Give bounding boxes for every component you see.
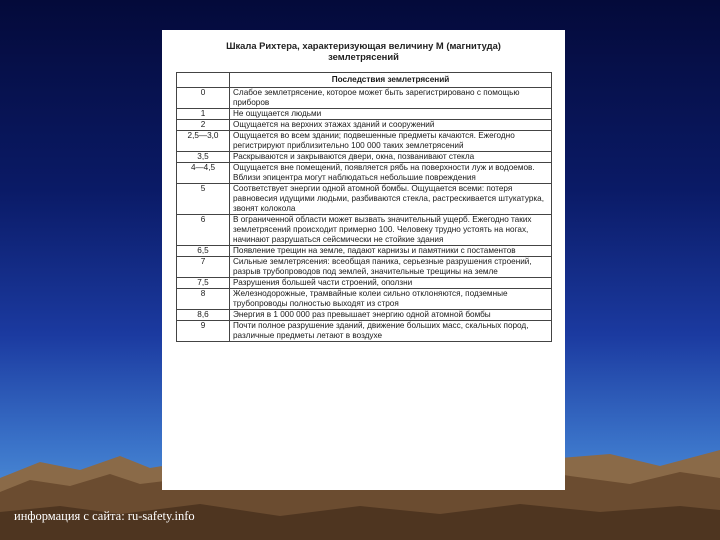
header-magnitude (177, 73, 230, 88)
effect-cell: Почти полное разрушение зданий, движение больших масс, скальных пород, различные предметы летают в воздухе (230, 321, 552, 342)
magnitude-cell: 7 (177, 257, 230, 278)
effect-cell: Железнодорожные, трамвайные колеи сильно отклоняются, подземные трубопроводы полностью выходят из строя (230, 289, 552, 310)
table-row (177, 278, 552, 289)
document-title (174, 40, 553, 62)
table-row (177, 88, 552, 109)
document-page (162, 30, 565, 490)
title-line-2: землетрясений (328, 51, 399, 62)
magnitude-cell: 2,5—3,0 (177, 131, 230, 152)
magnitude-cell: 6 (177, 215, 230, 246)
magnitude-cell: 1 (177, 109, 230, 120)
effect-cell: Разрушения большей части строений, оползни (230, 278, 552, 289)
magnitude-cell: 2 (177, 120, 230, 131)
effect-cell: Ощущается вне помещений, появляется рябь на поверхности луж и водоемов. Вблизи эпицентра могут наблюдаться небольшие повреждения (230, 163, 552, 184)
magnitude-cell: 6,5 (177, 246, 230, 257)
table-row (177, 246, 552, 257)
effect-cell: Ощущается на верхних этажах зданий и сооружений (230, 120, 552, 131)
title-line-1: Шкала Рихтера, характеризующая величину М (магнитуда) (226, 40, 501, 51)
table-row (177, 109, 552, 120)
effect-cell: Не ощущается людьми (230, 109, 552, 120)
magnitude-cell: 8 (177, 289, 230, 310)
table-row (177, 184, 552, 215)
magnitude-cell: 7,5 (177, 278, 230, 289)
table-body (177, 88, 552, 342)
magnitude-cell: 8,6 (177, 310, 230, 321)
table-row (177, 131, 552, 152)
magnitude-cell: 5 (177, 184, 230, 215)
effect-cell: Ощущается во всем здании; подвешенные предметы качаются. Ежегодно регистрируют приблизительно 100 000 таких землетрясений (230, 131, 552, 152)
table-header-row (177, 73, 552, 88)
magnitude-cell: 4—4,5 (177, 163, 230, 184)
header-effects: Последствия землетрясений (230, 73, 552, 88)
table-row (177, 120, 552, 131)
source-caption: информация с сайта: ru-safety.info (14, 509, 195, 523)
table-row (177, 163, 552, 184)
effect-cell: Сильные землетрясения: всеобщая паника, серьезные разрушения строений, разрыв трубопроводов под землей, значительные трещины на земле (230, 257, 552, 278)
magnitude-cell: 9 (177, 321, 230, 342)
table-row (177, 257, 552, 278)
magnitude-cell: 0 (177, 88, 230, 109)
effect-cell: Энергия в 1 000 000 раз превышает энергию одной атомной бомбы (230, 310, 552, 321)
table-row (177, 321, 552, 342)
richter-scale-table (176, 72, 552, 342)
effect-cell: Раскрываются и закрываются двери, окна, позванивают стекла (230, 152, 552, 163)
table-row (177, 310, 552, 321)
table-row (177, 289, 552, 310)
effect-cell: В ограниченной области может вызвать значительный ущерб. Ежегодно таких землетрясений происходит примерно 100. Человеку трудно устоять на ногах, начинают разрушаться сейсмически не стойкие здания (230, 215, 552, 246)
magnitude-cell: 3,5 (177, 152, 230, 163)
effect-cell: Появление трещин на земле, падают карнизы и памятники с постаментов (230, 246, 552, 257)
effect-cell: Соответствует энергии одной атомной бомбы. Ощущается всеми: потеря равновесия идущими людьми, разбиваются стекла, растрескивается штукатурка, звонят колокола (230, 184, 552, 215)
table-row (177, 215, 552, 246)
table-row (177, 152, 552, 163)
effect-cell: Слабое землетрясение, которое может быть зарегистрировано с помощью приборов (230, 88, 552, 109)
